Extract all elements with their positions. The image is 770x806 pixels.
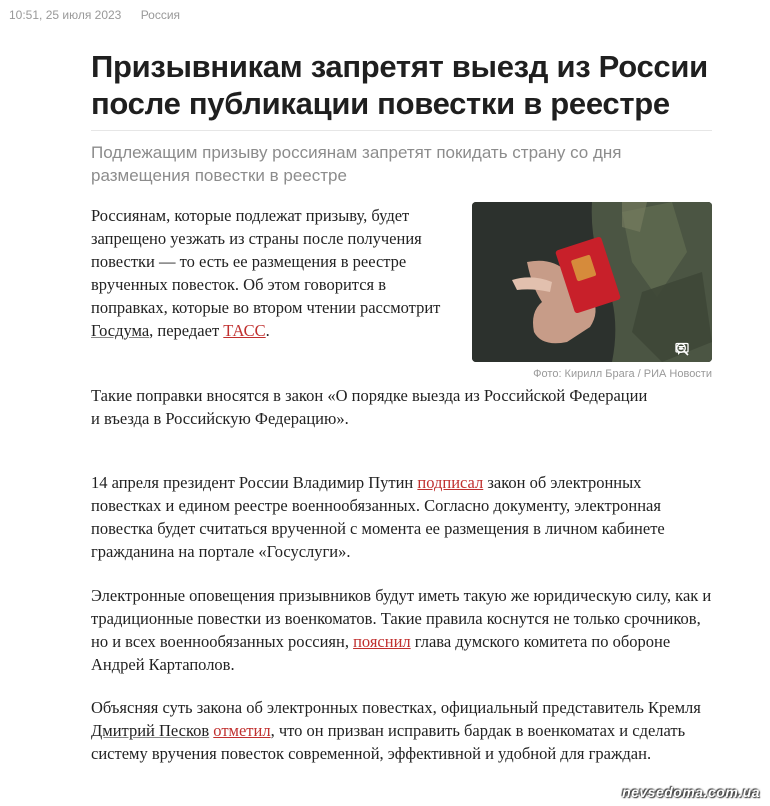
photo-illustration — [472, 202, 712, 362]
article-meta — [9, 8, 180, 22]
explained-link[interactable]: пояснил — [353, 632, 411, 651]
article-photo[interactable] — [472, 202, 712, 362]
paragraph-1: Россиянам, которые подлежат призыву, будет запрещено уезжать из страны после получения повестки — то есть ее размещения в реестре врученных повесток. Об этом говорится в поправках, которые во втором чтении рассмотрит Госдума, передает ТАСС. — [91, 206, 441, 340]
article-lead: Подлежащим призыву россиянам запретят покидать страну со дня размещения повестки в реестре — [91, 143, 622, 185]
paragraph-5: Объясняя суть закона об электронных повестках, официальный представитель Кремля Дмитрий Песков отметил, что он призван исправить бардак в военкоматах и сделать систему вручения повесток современной, эффективной и удобной для граждан. — [91, 698, 701, 763]
paragraph-2: Такие поправки вносятся в закон «О порядке выезда из Российской Федерации и въезда в Российскую Федерацию». — [91, 386, 648, 428]
paragraph-4: Электронные оповещения призывников будут иметь такую же юридическую силу, как и традиционные повестки из военкоматов. Такие правила коснутся не только срочников, но и всех военнообязанных россиян, пояснил глава думского комитета по обороне Андрей Картаполов. — [91, 586, 712, 674]
noted-link[interactable]: отметил — [213, 721, 271, 740]
region-link[interactable]: Россия — [140, 8, 181, 22]
site-watermark: nevsedoma.com.ua — [622, 784, 760, 800]
title-divider — [91, 130, 712, 131]
article-photo-block — [472, 202, 712, 380]
comment-icon[interactable] — [692, 342, 706, 356]
paragraph-3: 14 апреля президент России Владимир Путин подписал закон об электронных повестках и едином реестре военнообязанных. Согласно документу, электронная повестка будет считаться врученной с момента ее размещения в личном кабинете гражданина на портале «Госуслуги». — [91, 473, 665, 561]
gosduma-link[interactable]: Госдума — [91, 321, 150, 340]
article-title: Призывникам запретят выезд из России после публикации повестки в реестре — [91, 49, 708, 121]
tass-link[interactable]: ТАСС — [223, 321, 266, 340]
peskov-link[interactable]: Дмитрий Песков — [91, 721, 210, 740]
publish-datetime: 10:51, 25 июля 2023 — [9, 8, 122, 22]
photo-controls — [675, 342, 706, 356]
signed-link[interactable]: подписал — [417, 473, 484, 492]
photo-caption: Фото: Кирилл Брага / РИА Новости — [533, 368, 712, 380]
